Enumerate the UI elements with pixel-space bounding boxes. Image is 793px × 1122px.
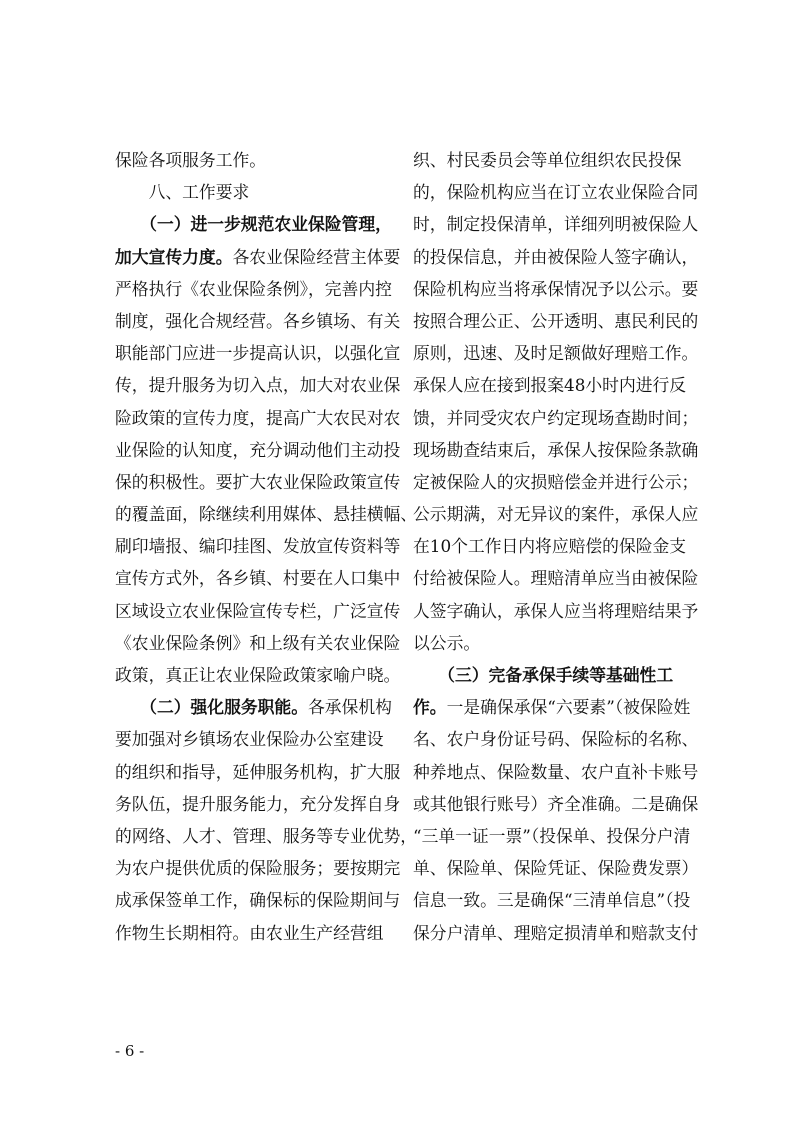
body-text: 各承保机构 [307,697,392,718]
text-line: 单、保险单、保险凭证、保险费发票） [413,858,699,879]
text-line: 人签字确认，承保人应当将理赔结果予 [413,600,699,621]
text-line: 严格执行《农业保险条例》，完善内控 [115,278,392,299]
text-line: 馈，并同受灾农户约定现场查勘时间； [413,407,699,428]
bold-heading-text: （二）强化服务职能。 [115,697,308,718]
left-column [115,144,418,949]
body-text: 一是确保承保“六要素”（被保险姓 [446,697,691,718]
text-line: 保险机构应当将承保情况予以公示。要 [413,278,699,299]
text-line: 《农业保险条例》和上级有关农业保险 [115,632,401,653]
text-line: 业保险的认知度，充分调动他们主动投 [115,439,401,460]
text-line: 保分户清单、理赔定损清单和赔款支付 [413,922,699,943]
text-line: 区域设立农业保险宣传专栏，广泛宣传 [115,600,401,621]
page-number: - 6 - [115,1042,145,1060]
text-line [115,241,401,273]
text-line: 宣传方式外，各乡镇、村要在人口集中 [115,568,401,589]
text-line: 刷印墙报、编印挂图、发放宣传资料等 [115,536,401,557]
text-line: 现场勘查结束后，承保人按保险条款确 [413,439,699,460]
text-line: 为农户提供优质的保险服务；要按期完 [115,858,401,879]
text-line: 公示期满，对无异议的案件，承保人应 [413,504,699,525]
text-line: 按照合理公正、公开透明、惠民利民的 [413,310,699,331]
text-line: 原则，迅速、及时足额做好理赔工作。 [413,343,699,364]
text-line: （三）完备承保手续等基础性工 [413,665,674,685]
text-line: 在10个工作日内将应赔偿的保险金支 [413,536,687,557]
text-line: 付给被保险人。理赔清单应当由被保险 [413,568,699,589]
text-line: 的投保信息，并由被保险人签字确认， [413,246,699,267]
text-line: 八、工作要求 [115,182,250,203]
text-line: 以公示。 [413,632,481,653]
text-line: 险政策的宣传力度，提高广大农民对农 [115,407,401,428]
text-line: 的覆盖面，除继续利用媒体、悬挂横幅、 [115,504,418,525]
bold-heading-text: 作。 [413,697,447,718]
text-line: 定被保险人的灾损赔偿金并进行公示； [413,471,699,492]
text-line: 要加强对乡镇场农业保险办公室建设 [115,729,384,750]
text-line: 职能部门应进一步提高认识，以强化宣 [115,343,401,364]
text-line: 作物生长期相符。由农业生产经营组 [115,922,384,943]
right-column [413,144,699,949]
text-line: （一）进一步规范农业保险管理， [115,214,392,235]
text-line: 时，制定投保清单，详细列明被保险人 [413,214,699,235]
bold-heading-text: 加大宣传力度。 [115,246,233,267]
text-line: 的网络、人才、管理、服务等专业优势， [115,825,418,846]
text-line: “三单一证一票”（投保单、投保分户清 [413,825,691,846]
text-line: 织、村民委员会等单位组织农民投保 [413,150,682,170]
text-line: 保的积极性。要扩大农业保险政策宣传 [115,471,401,492]
text-line: 承保人应在接到报案48小时内进行反 [413,375,687,396]
text-line: 信息一致。三是确保“三清单信息”（投 [413,890,691,911]
text-line: 的，保险机构应当在订立农业保险合同 [413,182,699,203]
text-line: 制度，强化合规经营。各乡镇场、有关 [115,310,401,331]
text-line: 种养地点、保险数量、农户直补卡账号 [413,761,699,782]
text-line: 传，提升服务为切入点，加大对农业保 [115,375,401,396]
text-line [115,691,390,723]
text-line: 保险各项服务工作。 [115,150,267,170]
text-line [413,691,691,723]
text-line: 或其他银行账号）齐全准确。二是确保 [413,793,699,814]
text-line: 名、农户身份证号码、保险标的名称、 [413,729,699,750]
text-line: 成承保签单工作，确保标的保险期间与 [115,890,401,911]
text-line: 政策，真正让农业保险政策家喻户晓。 [115,665,401,685]
body-text: 各农业保险经营主体要 [232,246,401,267]
text-line: 的组织和指导，延伸服务机构，扩大服 [115,761,401,782]
text-line: 务队伍，提升服务能力，充分发挥自身 [115,793,401,814]
